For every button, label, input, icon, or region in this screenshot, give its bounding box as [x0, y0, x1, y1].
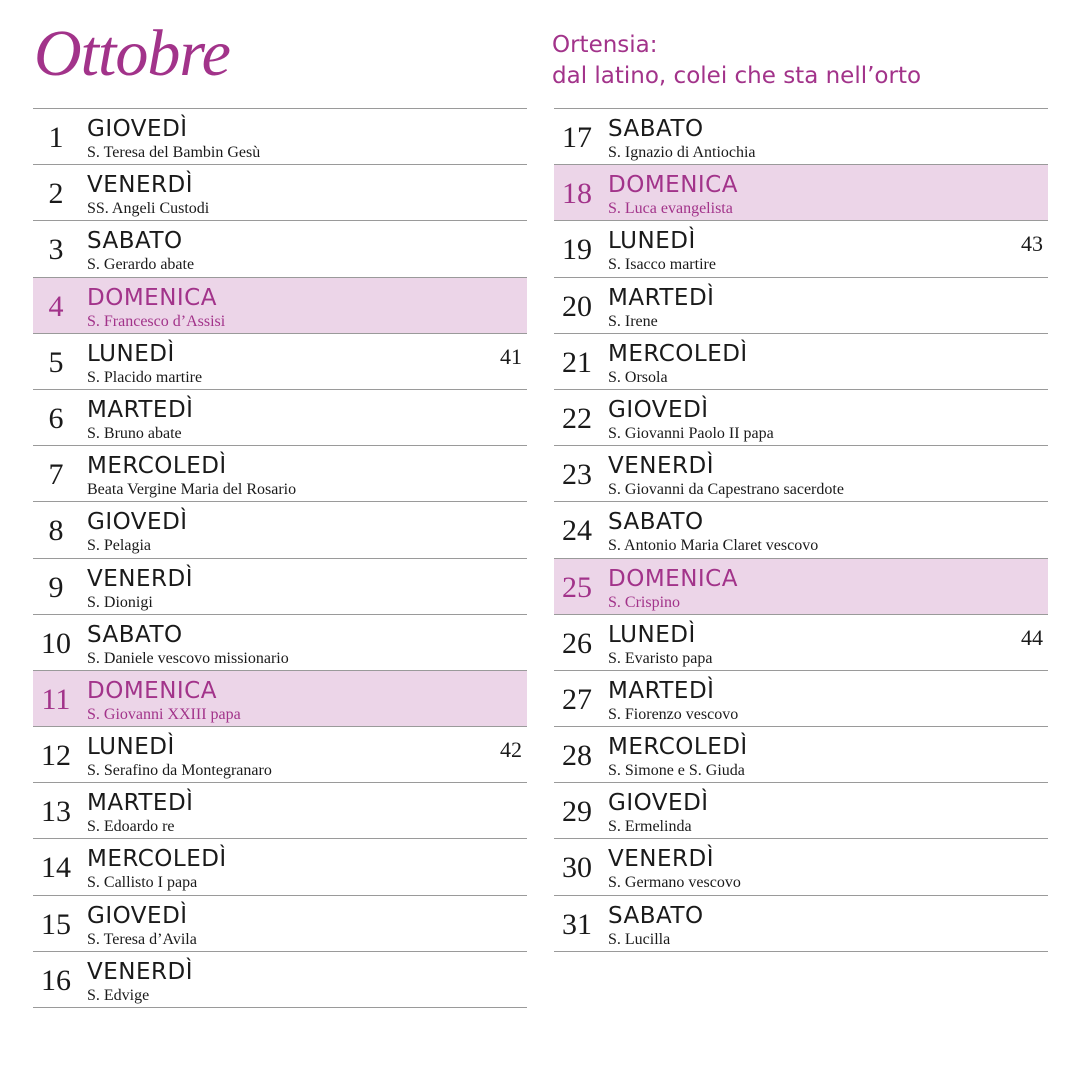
week-number: 42 — [500, 737, 522, 763]
weekday-name: SABATO — [87, 621, 183, 648]
day-row — [554, 221, 1048, 277]
weekday-name: MARTEDÌ — [87, 790, 194, 817]
day-number: 21 — [562, 345, 592, 379]
day-row — [33, 221, 527, 277]
week-number: 43 — [1021, 231, 1043, 257]
saint-name: S. Francesco d’Assisi — [87, 312, 226, 330]
day-row-sunday — [33, 278, 527, 334]
saint-name: S. Luca evangelista — [608, 200, 733, 218]
day-number: 8 — [48, 514, 64, 548]
saint-name: S. Giovanni da Capestrano sacerdote — [608, 481, 844, 499]
days-column-left — [33, 108, 527, 1008]
weekday-name: SABATO — [608, 509, 704, 536]
day-number: 2 — [48, 177, 64, 211]
saint-name: S. Giovanni XXIII papa — [87, 705, 241, 723]
saint-name: S. Fiorenzo vescovo — [608, 705, 739, 723]
day-row — [554, 671, 1048, 727]
day-row — [33, 896, 527, 952]
weekday-name: MERCOLEDÌ — [87, 453, 227, 480]
day-number: 12 — [41, 739, 71, 773]
day-row — [33, 559, 527, 615]
weekday-name: MERCOLEDÌ — [87, 846, 227, 873]
weekday-name: DOMENICA — [87, 677, 217, 704]
day-number: 23 — [562, 458, 592, 492]
day-row — [33, 165, 527, 221]
saint-name: S. Antonio Maria Claret vescovo — [608, 537, 819, 555]
day-row-sunday — [33, 671, 527, 727]
saint-name: S. Daniele vescovo missionario — [87, 649, 289, 667]
month-title: Ottobre — [34, 17, 230, 90]
day-row — [554, 446, 1048, 502]
day-number: 13 — [41, 795, 71, 829]
day-number: 5 — [48, 345, 64, 379]
saint-name: S. Isacco martire — [608, 256, 716, 274]
day-row — [554, 896, 1048, 952]
weekday-name: VENERDÌ — [608, 846, 714, 873]
day-number: 19 — [562, 233, 592, 267]
day-number: 1 — [48, 121, 64, 154]
day-row — [554, 278, 1048, 334]
weekday-name: LUNEDÌ — [608, 228, 696, 255]
saint-name: S. Simone e S. Giuda — [608, 762, 745, 780]
day-row — [554, 727, 1048, 783]
day-number: 26 — [562, 626, 592, 660]
day-row — [33, 615, 527, 671]
day-row — [33, 334, 527, 390]
day-number: 31 — [562, 907, 592, 941]
saint-name: S. Gerardo abate — [87, 256, 195, 274]
saint-name: S. Crispino — [608, 593, 681, 611]
saint-name: S. Pelagia — [87, 537, 151, 555]
saint-name: Beata Vergine Maria del Rosario — [87, 481, 297, 499]
weekday-name: VENERDÌ — [608, 453, 714, 480]
weekday-name: MERCOLEDÌ — [608, 734, 748, 761]
weekday-name: VENERDÌ — [87, 172, 193, 199]
weekday-name: LUNEDÌ — [608, 621, 696, 648]
weekday-name: GIOVEDÌ — [608, 396, 709, 423]
saint-name: S. Irene — [608, 312, 658, 330]
saint-name: S. Ermelinda — [608, 818, 692, 836]
day-number: 17 — [562, 121, 592, 154]
weekday-name: GIOVEDÌ — [87, 509, 188, 536]
day-number: 11 — [41, 682, 71, 716]
day-number: 20 — [562, 289, 592, 323]
weekday-name: MARTEDÌ — [87, 396, 194, 423]
weekday-name: LUNEDÌ — [87, 340, 175, 367]
day-row-sunday — [554, 165, 1048, 221]
weekday-name: SABATO — [608, 902, 704, 929]
day-number: 9 — [48, 570, 64, 604]
saint-name: S. Orsola — [608, 368, 668, 386]
day-row — [33, 952, 527, 1008]
saint-name: S. Placido martire — [87, 368, 203, 386]
day-number: 30 — [562, 851, 592, 885]
day-number: 6 — [48, 401, 64, 435]
weekday-name: MERCOLEDÌ — [608, 340, 748, 367]
weekday-name: SABATO — [87, 228, 183, 255]
day-number: 18 — [562, 177, 592, 211]
saint-name: S. Ignazio di Antiochia — [608, 144, 756, 161]
day-number: 15 — [41, 907, 71, 941]
weekday-name: SABATO — [608, 116, 704, 142]
week-number: 44 — [1021, 624, 1043, 650]
day-row — [33, 446, 527, 502]
weekday-name: DOMENICA — [87, 284, 217, 311]
weekday-name: MARTEDÌ — [608, 284, 715, 311]
saint-name: S. Lucilla — [608, 930, 671, 948]
day-number: 22 — [562, 401, 592, 435]
day-number: 29 — [562, 795, 592, 829]
day-number: 4 — [48, 289, 64, 323]
day-row — [554, 109, 1048, 165]
day-row — [554, 615, 1048, 671]
weekday-name: GIOVEDÌ — [608, 790, 709, 817]
saint-name: S. Teresa d’Avila — [87, 930, 197, 948]
day-row — [33, 727, 527, 783]
weekday-name: LUNEDÌ — [87, 734, 175, 761]
day-number: 3 — [48, 233, 64, 267]
saint-name: S. Dionigi — [87, 593, 153, 611]
saint-name: S. Giovanni Paolo II papa — [608, 424, 774, 442]
day-row — [33, 502, 527, 558]
day-row — [554, 839, 1048, 895]
saint-name: S. Germano vescovo — [608, 874, 741, 892]
day-number: 24 — [562, 514, 592, 548]
day-row — [33, 783, 527, 839]
day-number: 25 — [562, 570, 592, 604]
weekday-name: VENERDÌ — [87, 958, 193, 985]
saint-name: S. Bruno abate — [87, 424, 182, 442]
name-meaning — [552, 30, 921, 92]
day-row — [554, 502, 1048, 558]
day-number: 14 — [41, 851, 71, 885]
weekday-name: DOMENICA — [608, 565, 738, 592]
day-row-sunday — [554, 559, 1048, 615]
day-number: 16 — [41, 963, 71, 997]
days-column-right — [554, 108, 1048, 952]
saint-name: S. Edvige — [87, 986, 150, 1004]
day-row — [554, 334, 1048, 390]
day-number: 10 — [41, 626, 71, 660]
name-meaning-text: dal latino, colei che sta nell’orto — [552, 63, 922, 89]
day-row — [33, 390, 527, 446]
day-number: 28 — [562, 739, 592, 773]
day-row — [33, 839, 527, 895]
saint-name: S. Evaristo papa — [608, 649, 713, 667]
weekday-name: VENERDÌ — [87, 565, 193, 592]
day-number: 7 — [48, 458, 64, 492]
day-row — [33, 109, 527, 165]
weekday-name: DOMENICA — [608, 172, 738, 199]
day-row — [554, 390, 1048, 446]
saint-name: S. Edoardo re — [87, 818, 175, 836]
day-row — [554, 783, 1048, 839]
saint-name: S. Callisto I papa — [87, 874, 198, 892]
weekday-name: GIOVEDÌ — [87, 116, 188, 142]
day-number: 27 — [562, 682, 592, 716]
saint-name: S. Teresa del Bambin Gesù — [87, 144, 261, 161]
saint-name: S. Serafino da Montegranaro — [87, 762, 272, 780]
name-meaning-title: Ortensia: — [552, 32, 658, 58]
week-number: 41 — [500, 343, 522, 369]
weekday-name: GIOVEDÌ — [87, 902, 188, 929]
weekday-name: MARTEDÌ — [608, 677, 715, 704]
saint-name: SS. Angeli Custodi — [87, 200, 210, 218]
